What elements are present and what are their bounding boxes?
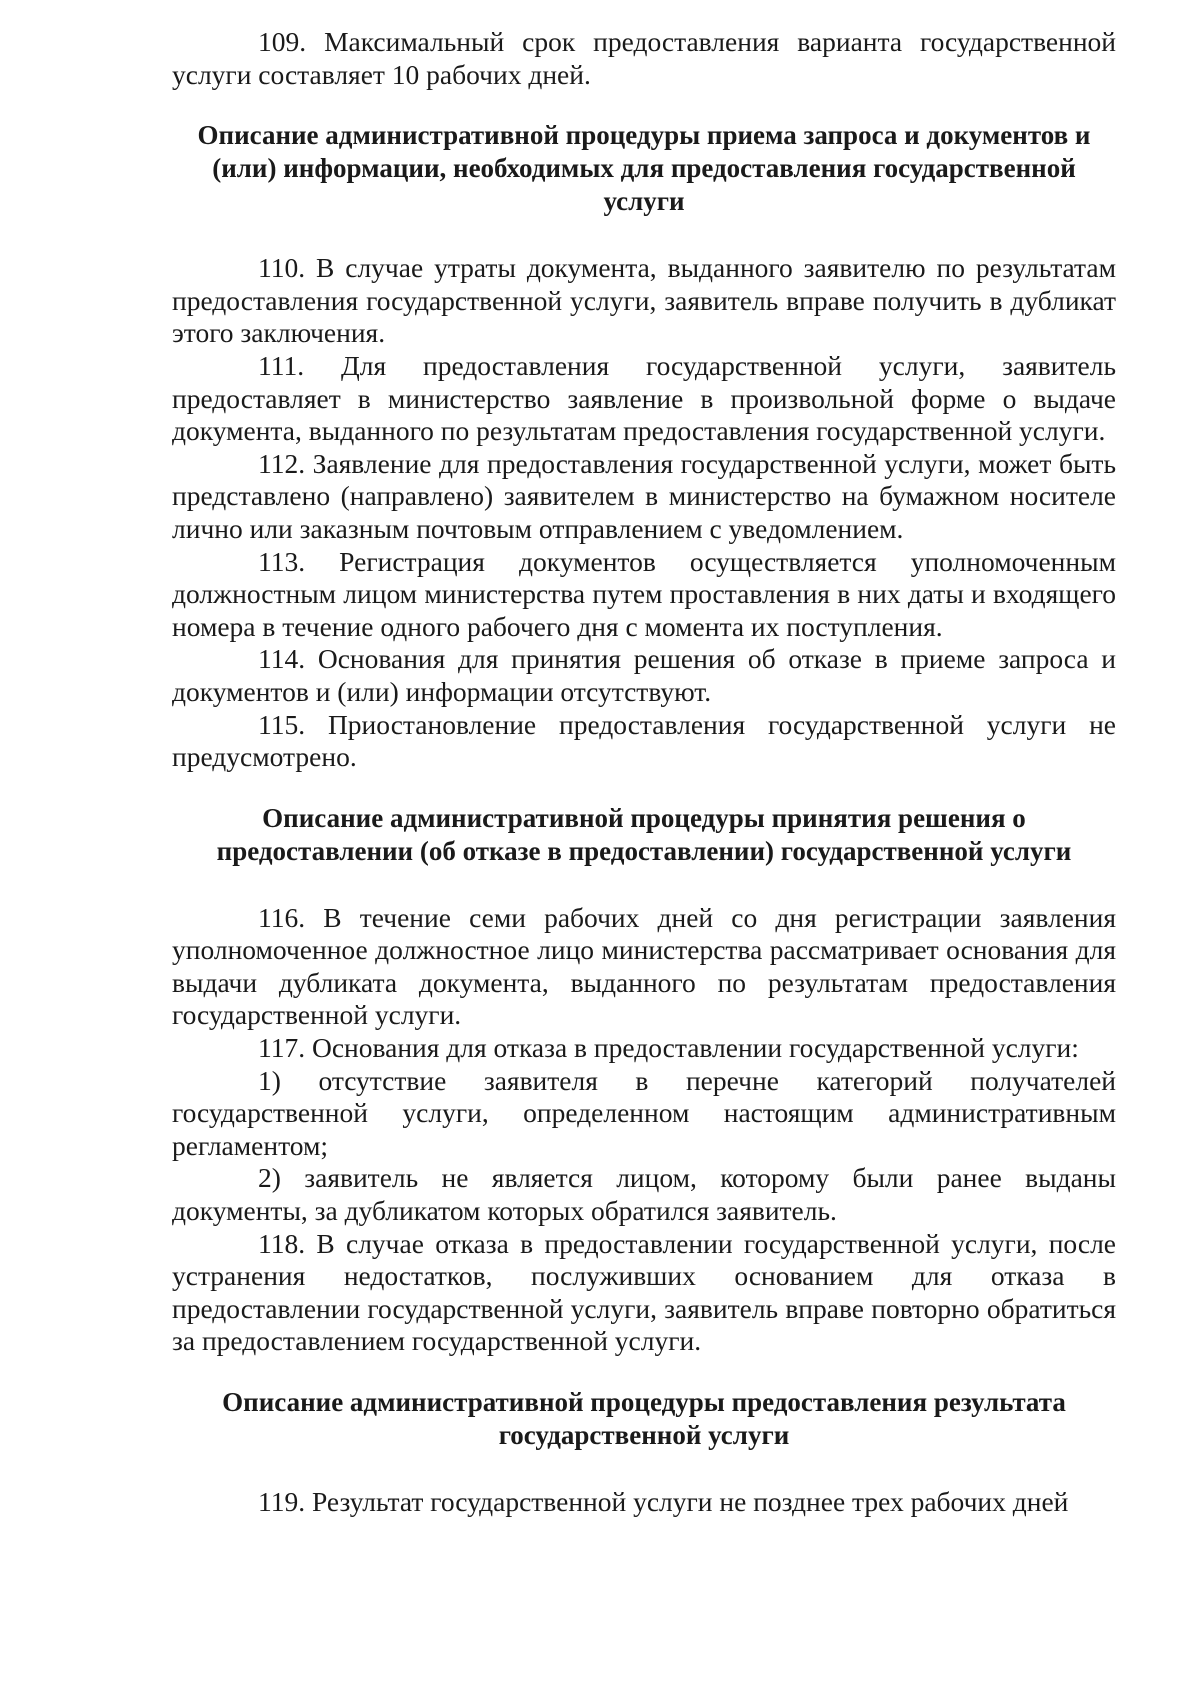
paragraph-116: 116. В течение семи рабочих дней со дня регистрации заявления уполномоченное должностное лицо министерства рассматривает основания для выдачи дубликата документа, выданного по результатам предоставления государственной услуги. xyxy=(172,901,1116,1031)
paragraph-118: 118. В случае отказа в предоставлении государственной услуги, после устранения недостатков, послуживших основанием для отказа в предоставлении государственной услуги, заявитель вправе повторно обратиться за предоставлением государственной услуги. xyxy=(172,1227,1116,1357)
paragraph-115: 115. Приостановление предоставления государственной услуги не предусмотрено. xyxy=(172,708,1116,773)
paragraph-109: 109. Максимальный срок предоставления варианта государственной услуги составляет 10 рабочих дней. xyxy=(172,26,1116,90)
paragraph-113: 113. Регистрация документов осуществляется уполномоченным должностным лицом министерства путем проставления в них даты и входящего номера в течение одного рабочего дня с момента их поступления. xyxy=(172,545,1116,642)
paragraph-119: 119. Результат государственной услуги не позднее трех рабочих дней xyxy=(258,1486,1069,1517)
paragraph-117: 117. Основания для отказа в предоставлении государственной услуги: xyxy=(258,1032,1079,1064)
paragraph-114: 114. Основания для принятия решения об отказе в приеме запроса и документов и (или) информации отсутствуют. xyxy=(172,643,1116,707)
list-item-117-1: 1) отсутствие заявителя в перечне категорий получателей государственной услуги, определенном настоящим административным регламентом; xyxy=(172,1064,1116,1161)
document-body xyxy=(172,26,1116,1519)
list-item-117-2: 2) заявитель не является лицом, которому были ранее выданы документы, за дубликатом которых обратился заявитель. xyxy=(172,1162,1116,1227)
section-heading-result: Описание административной процедуры предоставления результата государственной услуги xyxy=(222,1387,1066,1450)
section-heading-reception: Описание административной процедуры приема запроса и документов и (или) информации, необходимых для предоставления государственной услуги xyxy=(197,120,1091,217)
paragraph-111: 111. Для предоставления государственной услуги, заявитель предоставляет в министерство заявление в произвольной форме о выдаче документа, выданного по результатам предоставления государственной услуги. xyxy=(172,349,1116,447)
paragraph-110: 110. В случае утраты документа, выданного заявителю по результатам предоставления государственной услуги, заявитель вправе получить в дубликат этого заключения. xyxy=(172,252,1116,349)
paragraph-112: 112. Заявление для предоставления государственной услуги, может быть представлено (направлено) заявителем в министерство на бумажном носителе лично или заказным почтовым отправлением с уведомлением. xyxy=(172,447,1116,544)
section-heading-decision: Описание административной процедуры принятия решения о предоставлении (об отказе в предоставлении) государственной услуги xyxy=(216,802,1072,866)
